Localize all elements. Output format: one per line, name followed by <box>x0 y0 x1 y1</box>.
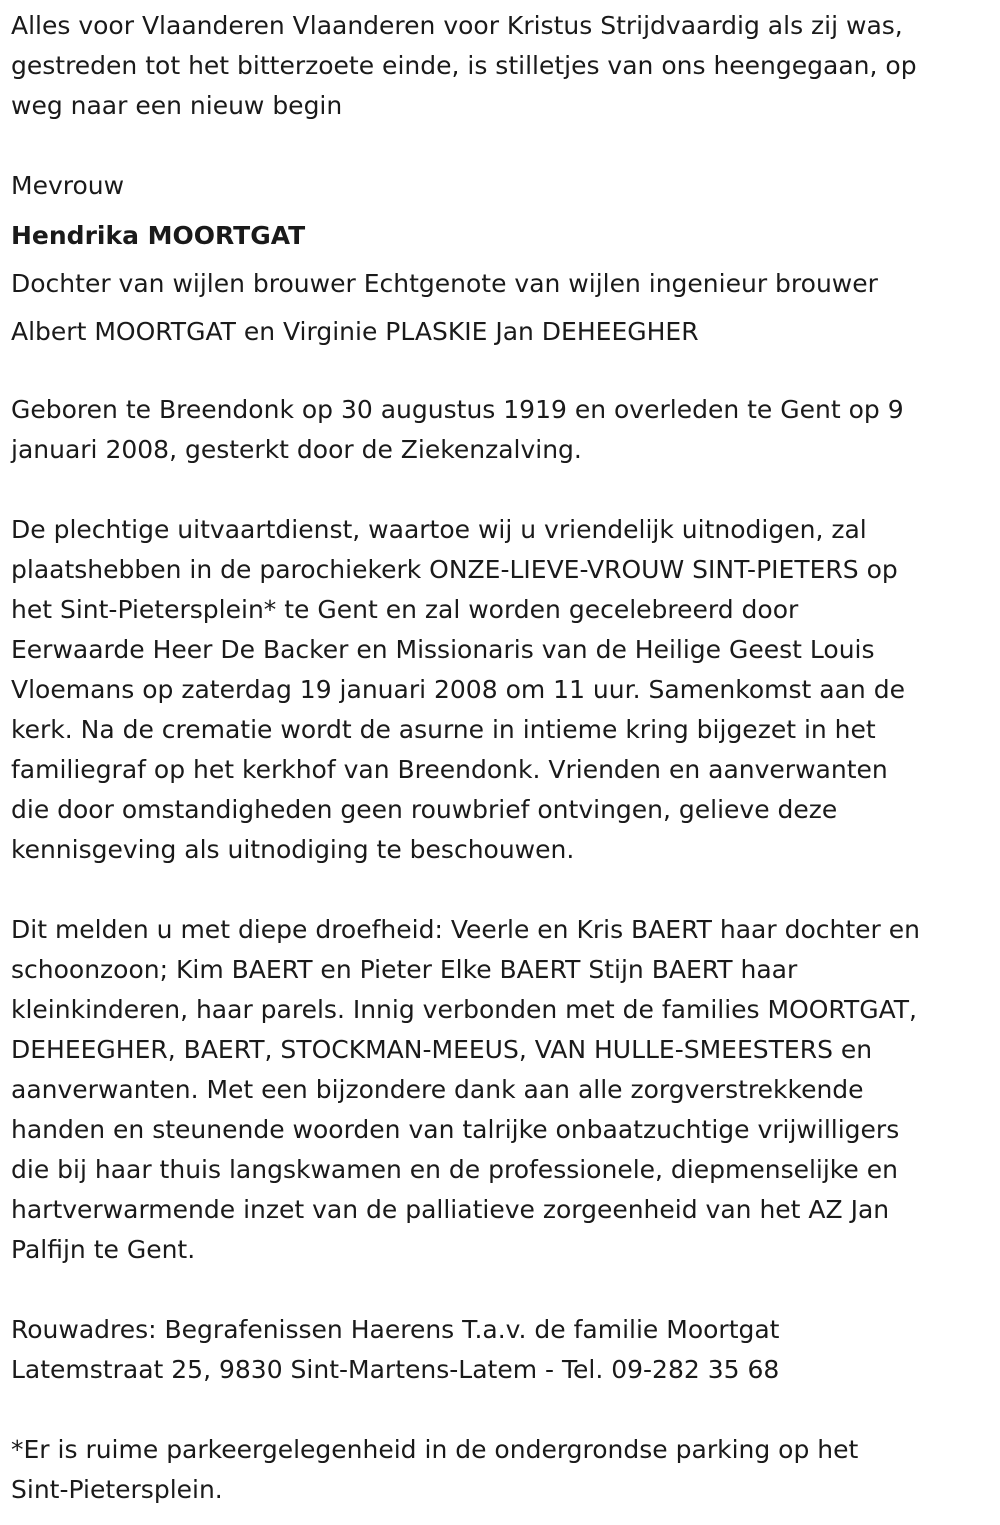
spacer <box>11 870 991 910</box>
parents-line-1: Dochter van wijlen brouwer Echtgenote van wijlen ingenieur brouwer <box>11 269 878 298</box>
salutation: Mevrouw <box>11 171 125 200</box>
funeral-paragraph: De plechtige uitvaartdienst, waartoe wij u vriendelijk uitnodigen, zal plaatshebben in de parochiekerk ONZE-LIEVE-VROUW SINT-PIETERS op het Sint-Pietersplein* te Gent en zal worden gecelebreerd door Eerwaarde Heer De Backer en Missionaris van de Heilige Geest Louis Vloemans op zaterdag 19 januari 2008 om 11 uur. Samenkomst aan de kerk. Na de crematie wordt de asurne in intieme kring bijgezet in het familiegraf op het kerkhof van Breendonk. Vrienden en aanverwanten die door omstandigheden geen rouwbrief ontvingen, gelieve deze kennisgeving als uitnodiging te beschouwen. <box>11 515 905 864</box>
parking-footnote: *Er is ruime parkeergelegenheid in de ondergrondse parking op het Sint-Pietersplein. <box>11 1435 859 1504</box>
spacer <box>11 356 991 390</box>
motto-text: Alles voor Vlaanderen Vlaanderen voor Kristus Strijdvaardig als zij was, gestreden tot het bitterzoete einde, is stilletjes van ons heengegaan, op weg naar een nieuw begin <box>11 11 917 120</box>
parents-line-2: Albert MOORTGAT en Virginie PLASKIE Jan DEHEEGHER <box>11 317 699 346</box>
deceased-name: Hendrika MOORTGAT <box>11 221 306 250</box>
family-paragraph: Dit melden u met diepe droefheid: Veerle en Kris BAERT haar dochter en schoonzoon; Kim BAERT en Pieter Elke BAERT Stijn BAERT haar kleinkinderen, haar parels. Innig verbonden met de families MOORTGAT, DEHEEGHER, BAERT, STOCKMAN-MEEUS, VAN HULLE-SMEESTERS en aanverwanten. Met een bijzondere dank aan alle zorgverstrekkende handen en steunende woorden van talrijke onbaatzuchtige vrijwilligers die bij haar thuis langskwamen en de professionele, diepmenselijke en hartverwarmende inzet van de palliatieve zorgeenheid van het AZ Jan Palfijn te Gent. <box>11 915 920 1264</box>
spacer <box>11 126 991 166</box>
spacer <box>11 470 991 510</box>
spacer <box>11 1390 991 1430</box>
spacer <box>11 1270 991 1310</box>
birth-death-paragraph: Geboren te Breendonk op 30 augustus 1919 en overleden te Gent op 9 januari 2008, gesterkt door de Ziekenzalving. <box>11 395 904 464</box>
obituary-notice <box>11 6 991 1510</box>
mourning-address: Rouwadres: Begrafenissen Haerens T.a.v. de familie Moortgat Latemstraat 25, 9830 Sint-Martens-Latem - Tel. 09-282 35 68 <box>11 1315 780 1384</box>
